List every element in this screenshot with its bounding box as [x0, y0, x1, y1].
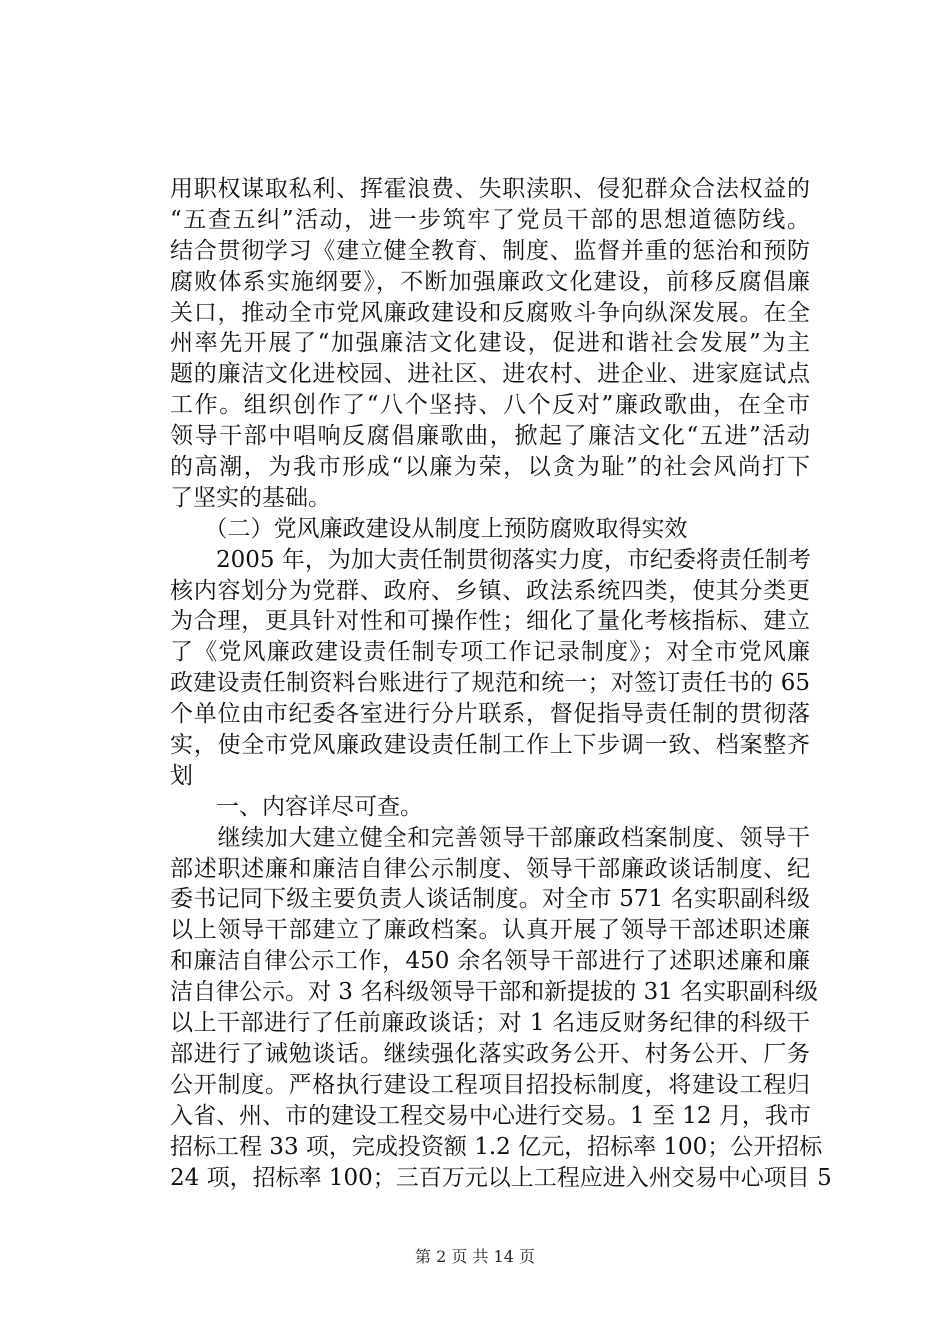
- text-line: 招标工程 33 项，完成投资额 1.2 亿元，招标率 100；公开招标: [170, 1133, 823, 1160]
- text-line: 部述职述廉和廉洁自律公示制度、领导干部廉政谈话制度、纪: [170, 855, 810, 882]
- text-line: 以上领导干部建立了廉政档案。认真开展了领导干部述职述廉: [170, 917, 810, 944]
- text-line: 以上干部进行了任前廉政谈话；对 1 名违反财务纪律的科级干: [170, 1010, 810, 1037]
- text-line: 领导干部中唱响反腐倡廉歌曲，掀起了廉洁文化“五进”活动: [170, 423, 810, 450]
- text-line: 腐败体系实施纲要》，不断加强廉政文化建设，前移反腐倡廉: [170, 268, 810, 295]
- text-line: 了坚实的基础。: [170, 484, 331, 511]
- text-line: 2005 年，为加大责任制贯彻落实力度，市纪委将责任制考: [170, 546, 811, 573]
- text-line: 结合贯彻学习《建立健全教育、制度、监督并重的惩治和预防: [170, 237, 810, 264]
- text-line: 部进行了诫勉谈话。继续强化落实政务公开、村务公开、厂务: [170, 1040, 810, 1067]
- text-line: 核内容划分为党群、政府、乡镇、政法系统四类，使其分类更: [170, 577, 810, 604]
- section-heading: 一、内容详尽可查。: [170, 793, 423, 820]
- text-line: 题的廉洁文化进校园、进社区、进农村、进企业、进家庭试点: [170, 361, 810, 388]
- text-line: 委书记同下级主要负责人谈话制度。对全市 571 名实职副科级: [170, 886, 810, 913]
- text-line: 工作。组织创作了“八个坚持、八个反对”廉政歌曲，在全市: [170, 392, 810, 419]
- page-number-footer: 第 2 页 共 14 页: [415, 1247, 535, 1266]
- text-line: 和廉洁自律公示工作，450 余名领导干部进行了述职述廉和廉: [170, 948, 810, 975]
- text-line: 政建设责任制资料台账进行了规范和统一；对签订责任书的 65: [170, 670, 810, 697]
- text-line: 的高潮，为我市形成“以廉为荣，以贪为耻”的社会风尚打下: [170, 454, 810, 481]
- text-line: 个单位由市纪委各室进行分片联系，督促指导责任制的贯彻落: [170, 701, 810, 728]
- text-line: “五查五纠”活动，进一步筑牢了党员干部的思想道德防线。: [170, 206, 810, 233]
- text-line: 为合理，更具针对性和可操作性；细化了量化考核指标、建立: [170, 608, 810, 635]
- text-line: 实，使全市党风廉政建设责任制工作上下步调一致、档案整齐: [170, 732, 810, 759]
- text-line: 继续加大建立健全和完善领导干部廉政档案制度、领导干: [170, 824, 810, 851]
- text-line: 24 项，招标率 100；三百万元以上工程应进入州交易中心项目 5: [170, 1164, 832, 1191]
- section-heading: （二）党风廉政建设从制度上预防腐败取得实效: [170, 515, 688, 542]
- body-text: [170, 174, 832, 1193]
- text-line: 划: [170, 762, 193, 789]
- text-line: 洁自律公示。对 3 名科级领导干部和新提拔的 31 名实职副科级: [170, 979, 819, 1006]
- text-line: 了《党风廉政建设责任制专项工作记录制度》；对全市党风廉: [170, 639, 810, 666]
- text-line: 公开制度。严格执行建设工程项目招投标制度，将建设工程归: [170, 1071, 810, 1098]
- text-line: 关口，推动全市党风廉政建设和反腐败斗争向纵深发展。在全: [170, 299, 810, 326]
- text-line: 用职权谋取私利、挥霍浪费、失职渎职、侵犯群众合法权益的: [170, 176, 810, 202]
- text-line: 州率先开展了“加强廉洁文化建设，促进和谐社会发展”为主: [170, 330, 810, 357]
- text-line: 入省、州、市的建设工程交易中心进行交易。1 至 12 月，我市: [170, 1102, 811, 1129]
